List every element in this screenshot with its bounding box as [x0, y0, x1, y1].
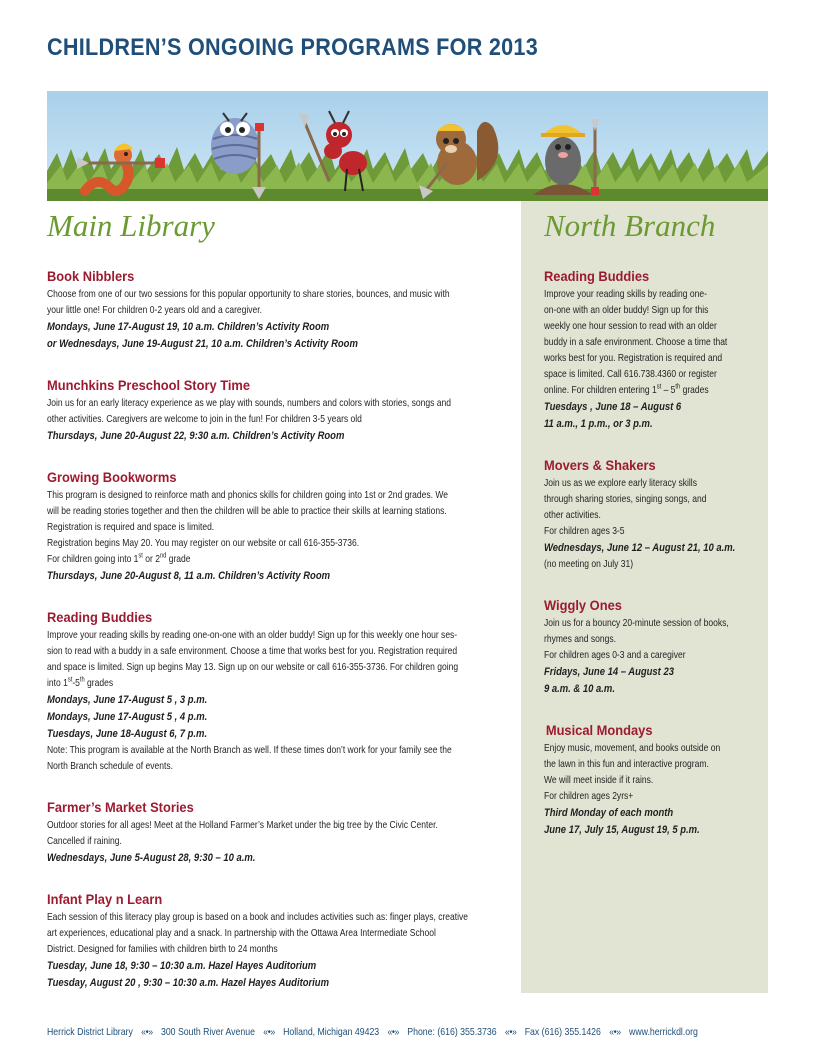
program-description: Registration is required and space is limited. — [47, 522, 215, 533]
program-description: Join us for an early literacy experience as we play with sounds, numbers and colors with stories, songs and — [47, 398, 451, 409]
critters-with-shovels-illustration — [47, 91, 768, 201]
program-description: on-one with an older buddy! Sign up for this — [544, 305, 709, 316]
program-grade-line: For children going into 1st or 2nd grade — [47, 552, 191, 565]
program-description: Join us for a bouncy 20-minute session of books, — [544, 618, 729, 629]
footer-website-link[interactable]: www.herrickdl.org — [629, 1027, 698, 1038]
main-library-column — [47, 265, 499, 1013]
program-description: Join us as we explore early literacy skills — [544, 478, 697, 489]
program-title: Movers & Shakers — [544, 457, 656, 473]
program-schedule: Mondays, June 17-August 5 , 4 p.m. — [47, 711, 208, 723]
footer-phone: Phone: (616) 355.3736 — [407, 1027, 497, 1038]
main-library-heading: Main Library — [47, 208, 215, 243]
north-branch-heading: North Branch — [544, 208, 716, 243]
program-description: other activities. Caregivers are welcome to join in the fun! For children 3-5 years old — [47, 414, 362, 425]
program-schedule: June 17, July 15, August 19, 5 p.m. — [544, 824, 700, 836]
program-description: Cancelled if raining. — [47, 836, 122, 847]
program-reading-buddies-main — [47, 606, 499, 775]
program-schedule: Wednesdays, June 12 – August 21, 10 a.m. — [544, 542, 736, 554]
program-schedule: Tuesdays , June 18 – August 6 — [544, 401, 682, 413]
program-schedule: 9 a.m. & 10 a.m. — [544, 683, 615, 695]
program-title: Growing Bookworms — [47, 469, 177, 485]
program-growing-bookworms — [47, 466, 499, 585]
program-description: Outdoor stories for all ages! Meet at the Holland Farmer’s Market under the big tree by the Civic Center. — [47, 820, 438, 831]
program-grade-line: online. For children entering 1st – 5th grades — [544, 383, 709, 396]
program-title: Munchkins Preschool Story Time — [47, 377, 251, 393]
program-title: Wiggly Ones — [544, 597, 622, 613]
program-schedule: or Wednesdays, June 19-August 21, 10 a.m. Children’s Activity Room — [47, 338, 358, 350]
program-title: Musical Mondays — [545, 722, 653, 738]
footer-separator: «•» — [609, 1027, 621, 1038]
program-description: other activities. — [544, 510, 601, 521]
program-wiggly-ones — [544, 594, 749, 698]
program-schedule: Tuesday, August 20 , 9:30 – 10:30 a.m. Hazel Hayes Auditorium — [47, 977, 329, 989]
program-description: We will meet inside if it rains. — [544, 775, 654, 786]
program-description: Enjoy music, movement, and books outside on — [544, 743, 721, 754]
program-description: Each session of this literacy play group is based on a book and includes activities such as: finger plays, creative — [47, 912, 469, 923]
program-description: rhymes and songs. — [544, 634, 616, 645]
program-title: Farmer’s Market Stories — [47, 799, 194, 815]
footer-fax: Fax (616) 355.1426 — [524, 1027, 601, 1038]
program-description: through sharing stories, singing songs, and — [544, 494, 707, 505]
program-schedule: Tuesday, June 18, 9:30 – 10:30 a.m. Hazel Hayes Auditorium — [47, 960, 317, 972]
program-movers-and-shakers — [544, 454, 749, 573]
program-description: and space is limited. Sign up begins May 13. Sign up on our website or call 616-355-3736. For children going — [47, 662, 459, 673]
program-description: For children ages 0-3 and a caregiver — [544, 650, 686, 661]
program-reading-buddies-north — [544, 265, 749, 433]
program-title: Reading Buddies — [47, 609, 153, 625]
program-schedule: Mondays, June 17-August 19, 10 a.m. Children’s Activity Room — [47, 321, 330, 333]
program-schedule: 11 a.m., 1 p.m., or 3 p.m. — [544, 418, 653, 430]
program-schedule: Thursdays, June 20-August 8, 11 a.m. Children’s Activity Room — [47, 570, 331, 582]
program-description: Choose from one of our two sessions for this popular opportunity to share stories, bounces, and music with — [47, 289, 450, 300]
program-title: Book Nibblers — [47, 268, 135, 284]
north-branch-column — [544, 265, 749, 860]
footer-separator: «•» — [504, 1027, 517, 1038]
program-description: the lawn in this fun and interactive program. — [544, 759, 709, 770]
program-title: Infant Play n Learn — [47, 891, 163, 907]
page-title: CHILDREN’S ONGOING PROGRAMS FOR 2013 — [47, 34, 538, 61]
program-description: buddy in a safe environment. Choose a time that — [544, 337, 728, 348]
footer-city: Holland, Michigan 49423 — [283, 1027, 380, 1038]
program-schedule: Tuesdays, June 18-August 6, 7 p.m. — [47, 728, 208, 740]
program-description: Improve your reading skills by reading one- — [544, 289, 707, 300]
program-description: This program is designed to reinforce math and phonics skills for children going into 1st or 2nd grades. We — [47, 490, 448, 501]
program-musical-mondays — [544, 719, 749, 839]
footer-contact-line — [47, 1027, 698, 1038]
program-farmers-market-stories — [47, 796, 499, 867]
program-book-nibblers — [47, 265, 499, 353]
program-description: For children ages 3-5 — [544, 526, 625, 537]
program-infant-play-n-learn — [47, 888, 499, 992]
program-title: Reading Buddies — [544, 268, 650, 284]
program-schedule: Thursdays, June 20-August 22, 9:30 a.m. Children’s Activity Room — [47, 430, 345, 442]
footer-address: 300 South River Avenue — [160, 1027, 255, 1038]
footer-separator: «•» — [387, 1027, 399, 1038]
footer-separator: «•» — [141, 1027, 153, 1038]
program-schedule: Fridays, June 14 – August 23 — [544, 666, 674, 678]
program-munchkins-preschool-story-time — [47, 374, 499, 445]
program-description: For children ages 2yrs+ — [544, 791, 634, 802]
program-description: your little one! For children 0-2 years old and a caregiver. — [47, 305, 263, 316]
program-note: Note: This program is available at the North Branch as well. If these times don’t work for your family see the — [47, 745, 452, 756]
program-description: District. Designed for families with children birth to 24 months — [47, 944, 278, 955]
program-description: will be reading stories together and then the children will be able to practice their skills at learning stations. — [47, 506, 447, 517]
program-schedule: Mondays, June 17-August 5 , 3 p.m. — [47, 694, 208, 706]
program-description: sion to read with a buddy in a safe environment. Choose a time that works best for you. Registration required — [47, 646, 458, 657]
program-description: Registration begins May 20. You may register on our website or call 616-355-3736. — [47, 538, 360, 549]
program-schedule: Third Monday of each month — [544, 807, 674, 819]
program-schedule: Wednesdays, June 5-August 28, 9:30 – 10 a.m. — [47, 852, 256, 864]
footer-separator: «•» — [263, 1027, 275, 1038]
program-note: (no meeting on July 31) — [544, 559, 634, 570]
program-description: weekly one hour session to read with an older — [544, 321, 717, 332]
program-note: North Branch schedule of events. — [47, 761, 173, 772]
footer-library-name: Herrick District Library — [47, 1027, 133, 1038]
program-description: art experiences, educational play and a snack. In partnership with the Ottawa Area Intermediate School — [47, 928, 436, 939]
program-description: works best for you. Registration is required and — [544, 353, 723, 364]
program-description: Improve your reading skills by reading one-on-one with an older buddy! Sign up for this weekly one hour ses- — [47, 630, 458, 641]
program-grade-line: into 1st-5th grades — [47, 676, 114, 689]
banner-illustration — [47, 91, 768, 201]
program-description: space is limited. Call 616.738.4360 or register — [544, 369, 717, 380]
